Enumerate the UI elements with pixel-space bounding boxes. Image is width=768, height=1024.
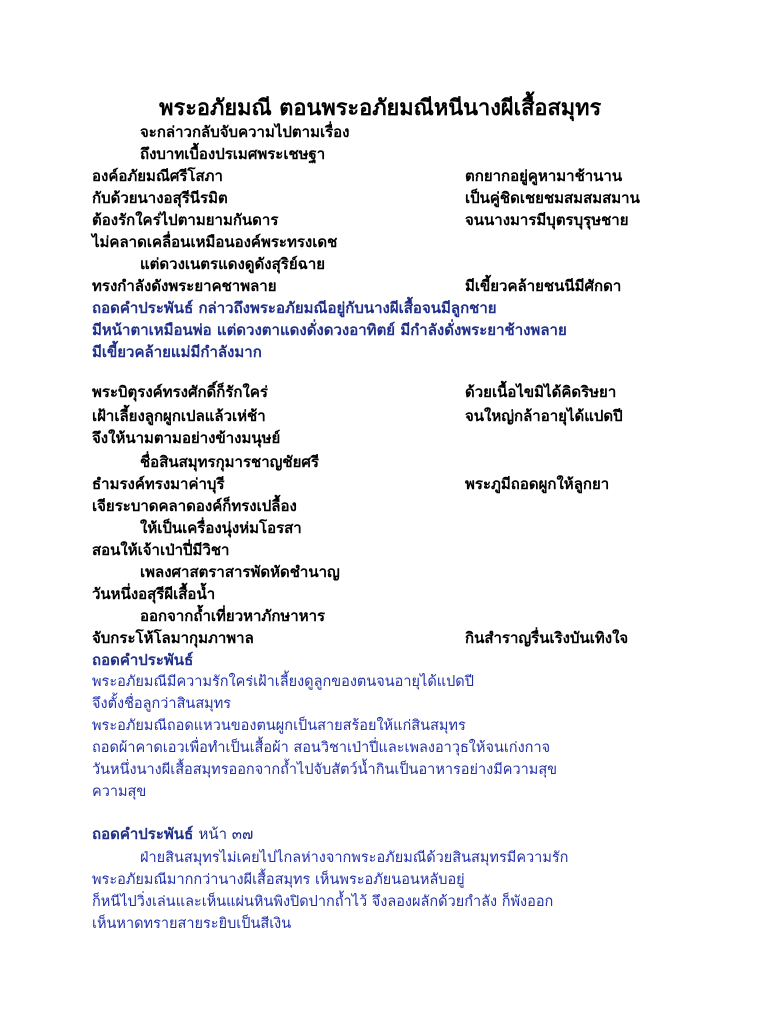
verse-line: จะกล่าวกลับจับความไปตามเรื่อง [140,123,350,141]
verse-line: ถึงบาทเบื้องปรเมศพระเชษฐา [140,145,326,163]
verse-line: พระภูมีถอดผูกให้ลูกยา [465,475,610,493]
verse-line: ไม่คลาดเคลื่อนเหมือนองค์พระทรงเดช [92,233,338,251]
translation-line: พระอภัยมณีมีความรักใคร่เฝ้าเลี้ยงดูลูกของตนจนอายุได้แปดปี [92,674,474,690]
verse-line: ตกยากอยู่คูหามาช้านาน [465,167,623,185]
verse-line: จึงให้นามตามอย่างข้างมนุษย์ [92,429,281,447]
verse-line: ให้เป็นเครื่องนุ่งห่มโอรสา [140,519,302,537]
translation-line: มีเขี้ยวคล้ายแม่มีกำลังมาก [92,343,262,361]
verse-line: ต้องรักใคร่ไปตามยามกันดาร [92,211,279,229]
verse-line: กับด้วยนางอสุรีนีรมิต [92,189,228,207]
verse-line: เฝ้าเลี้ยงลูกผูกเปลแล้วเห่ช้า [92,407,266,425]
translation-line: เห็นหาดทรายสายระยิบเป็นสีเงิน [92,916,292,932]
verse-line: พระบิตุรงค์ทรงศักดิ์ก็รักใคร่ [92,383,268,401]
verse-line: เจียระบาดคลาดองค์ก็ทรงเปลื้อง [92,497,297,515]
verse-line: ธำมรงค์ทรงมาค่าบุรี [92,475,225,493]
verse-line: ด้วยเนื้อไขมิได้คิดริษยา [465,383,617,401]
verse-line: เป็นคู่ชิดเชยชมสมสมสมาน [465,189,640,207]
verse-line: เพลงศาสตราสารพัดหัดชำนาญ [140,563,340,581]
translation-line: พระอภัยมณีถอดแหวนของตนผูกเป็นสายสร้อยให้แก่สินสมุทร [92,718,466,734]
translation-heading [92,824,253,846]
translation-line: มีหน้าตาเหมือนพ่อ แต่ดวงตาแดงดั่งดวงอาทิตย์ มีกำลังดั่งพระยาช้างพลาย [92,321,567,339]
verse-line: กินสำราญรื่นเริงบันเทิงใจ [465,629,629,647]
verse-line: จับกระโห้โลมากุมภาพาล [92,629,254,647]
translation-line: ถอดผ้าคาดเอวเพื่อทำเป็นเสื้อผ้า สอนวิชาเป่าปี่และเพลงอาวุธให้จนเก่งกาจ [92,740,551,756]
document-title: พระอภัยมณี ตอนพระอภัยมณีหนีนางผีเสื้อสมุทร [159,95,602,121]
verse-line: สอนให้เจ้าเป่าปี่มีวิชา [92,541,230,559]
verse-line: จนใหญ่กล้าอายุได้แปดปี [465,407,623,425]
translation-line: ก็หนีไปวิ่งเล่นและเห็นแผ่นหินพิงปิดปากถ้ำไว้ จึงลองผลักด้วยกำลัง ก็พังออก [92,894,554,910]
verse-line: ออกจากถ้ำเที่ยวหาภักษาหาร [140,607,326,625]
translation-line: วันหนึ่งนางผีเสื้อสมุทรออกจากถ้ำไปจับสัตว์น้ำกินเป็นอาหารอย่างมีความสุข [92,762,558,778]
verse-line: ทรงกำลังดังพระยาคชาพลาย [92,277,277,295]
verse-line: แต่ดวงเนตรแดงดูดังสุริย์ฉาย [140,255,326,273]
verse-line: ชื่อสินสมุทรกุมารชาญชัยศรี [140,453,319,471]
verse-line: องค์อภัยมณีศรีโสภา [92,167,223,185]
translation-line: ฝ่ายสินสมุทรไม่เคยไปไกลห่างจากพระอภัยมณีด้วยสินสมุทรมีความรัก [140,850,569,866]
verse-line: มีเขี้ยวคล้ายชนนีมีศักดา [465,277,622,295]
translation-heading-text: ถอดคำประพันธ์ [92,825,194,843]
translation-line: พระอภัยมณีมากกว่านางผีเสื้อสมุทร เห็นพระอภัยนอนหลับอยู่ [92,872,465,888]
translation-line: จึงตั้งชื่อลูกว่าสินสมุทร [92,696,232,712]
verse-line: วันหนึ่งอสุรีผีเสื้อน้ำ [92,585,216,603]
page-reference: หน้า ๓๗ [198,825,254,843]
translation-line: ความสุข [92,784,147,800]
translation-heading: ถอดคำประพันธ์ [92,651,194,669]
translation-line: ถอดคำประพันธ์ กล่าวถึงพระอภัยมณีอยู่กับนางผีเสื้อจนมีลูกชาย [92,299,497,317]
verse-line: จนนางมารมีบุตรบุรุษชาย [465,211,629,229]
